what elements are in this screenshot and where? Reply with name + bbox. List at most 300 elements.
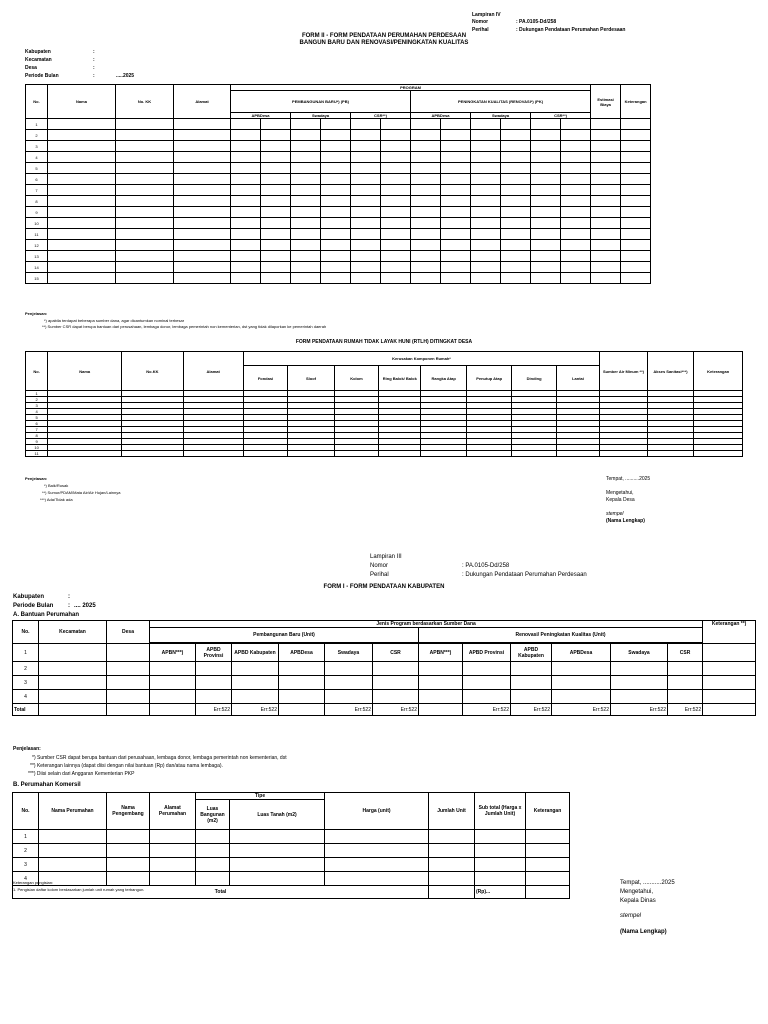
cell	[291, 196, 321, 207]
sub-swadaya: Swadaya	[471, 113, 531, 119]
cell	[441, 218, 471, 229]
cell	[325, 872, 429, 886]
form2-notes-head: Penjelasan:	[25, 311, 48, 316]
cell	[232, 690, 279, 704]
cell	[475, 872, 526, 886]
cell	[196, 676, 232, 690]
cell	[325, 858, 429, 872]
cell	[441, 229, 471, 240]
sign-ack: Mengetahui,	[606, 490, 634, 496]
cell	[351, 152, 381, 163]
cell	[591, 218, 621, 229]
cell	[261, 240, 291, 251]
cell	[261, 251, 291, 262]
table-row	[26, 130, 651, 141]
row-no: 4	[13, 690, 39, 704]
row-no: 11	[26, 451, 48, 457]
cell	[419, 676, 463, 690]
sub-csr: CSR**)	[531, 113, 591, 119]
cell	[501, 251, 531, 262]
cell	[441, 185, 471, 196]
cell	[351, 229, 381, 240]
cell	[531, 229, 561, 240]
cell	[174, 251, 231, 262]
cell	[531, 141, 561, 152]
cell	[261, 141, 291, 152]
cell	[291, 240, 321, 251]
cell	[351, 185, 381, 196]
col-keterangan: Keterangan **)	[703, 621, 756, 644]
cell	[561, 130, 591, 141]
sub-swadaya: Swadaya	[291, 113, 351, 119]
cell	[419, 704, 463, 716]
cell	[48, 229, 116, 240]
cell	[351, 196, 381, 207]
field-colon: :	[68, 594, 70, 600]
cell	[411, 174, 441, 185]
cell	[556, 451, 599, 457]
cell	[501, 130, 531, 141]
cell	[291, 251, 321, 262]
cell	[531, 262, 561, 273]
cell	[174, 163, 231, 174]
cell	[441, 119, 471, 130]
row-no: 5	[26, 415, 48, 421]
table-row	[26, 185, 651, 196]
cell	[561, 174, 591, 185]
cell	[471, 130, 501, 141]
nomor-label: Nomor	[370, 563, 389, 569]
cell	[243, 451, 287, 457]
sign-role: Kepala Desa	[606, 497, 635, 503]
field-periode-value: .....2025	[116, 73, 135, 79]
col-jenis-program: Jenis Program berdasarkan Sumber Dana	[150, 621, 703, 628]
col-kecamatan: Kecamatan	[39, 621, 107, 644]
cell	[501, 207, 531, 218]
cell	[668, 690, 703, 704]
cell	[531, 218, 561, 229]
cell	[39, 830, 107, 844]
cell	[261, 207, 291, 218]
cell	[501, 240, 531, 251]
form1-notes-a-head: Penjelasan:	[13, 746, 41, 752]
cell	[561, 152, 591, 163]
row-no: 3	[26, 141, 48, 152]
cell	[48, 240, 116, 251]
cell	[48, 130, 116, 141]
cell	[232, 662, 279, 676]
cell	[621, 163, 651, 174]
cell	[291, 218, 321, 229]
col-nama: Nama	[48, 85, 116, 119]
cell	[411, 240, 441, 251]
cell	[279, 676, 325, 690]
row-no: 2	[26, 130, 48, 141]
cell	[511, 662, 552, 676]
table-row	[26, 273, 651, 284]
cell	[552, 676, 611, 690]
cell	[279, 690, 325, 704]
cell	[561, 196, 591, 207]
cell	[471, 207, 501, 218]
cell	[150, 844, 196, 858]
cell	[471, 174, 501, 185]
cell	[39, 662, 107, 676]
cell	[373, 690, 419, 704]
cell	[261, 185, 291, 196]
rtlh-note-line: ***) Ada/Tidak ada	[40, 497, 73, 502]
cell	[703, 644, 756, 662]
cell	[116, 185, 174, 196]
cell	[647, 451, 694, 457]
cell	[600, 451, 648, 457]
cell	[321, 196, 351, 207]
cell	[291, 163, 321, 174]
cell	[174, 240, 231, 251]
cell	[531, 174, 561, 185]
komp-fondasi: Fondasi	[243, 366, 287, 391]
cell	[48, 185, 116, 196]
cell	[48, 218, 116, 229]
cell	[230, 858, 325, 872]
cell	[381, 163, 411, 174]
cell	[48, 141, 116, 152]
section-b-title: B. Perumahan Komersil	[13, 782, 81, 788]
cell	[174, 185, 231, 196]
row-no: 1	[13, 644, 39, 662]
cell	[591, 119, 621, 130]
cell	[381, 185, 411, 196]
cell	[116, 174, 174, 185]
cell	[174, 152, 231, 163]
row-no: 6	[26, 174, 48, 185]
cell	[411, 273, 441, 284]
cell	[471, 163, 501, 174]
cell	[174, 130, 231, 141]
cell	[39, 858, 107, 872]
row-no: 2	[26, 397, 48, 403]
cell	[150, 690, 196, 704]
cell	[231, 240, 261, 251]
komp-ring-balok: Ring Balok/ Balok	[379, 366, 421, 391]
row-no: 8	[26, 433, 48, 439]
sign-name: (Nama Lengkap)	[606, 518, 645, 524]
cell	[511, 676, 552, 690]
cell	[411, 152, 441, 163]
cell	[621, 141, 651, 152]
cell	[411, 119, 441, 130]
cell	[381, 218, 411, 229]
table-row	[26, 240, 651, 251]
col-nokk: No. KK	[116, 85, 174, 119]
table-row	[26, 218, 651, 229]
cell	[196, 690, 232, 704]
cell	[232, 676, 279, 690]
cell	[611, 662, 668, 676]
cell	[196, 858, 230, 872]
total-label: Total	[13, 886, 429, 899]
col-subtotal: Sub total (Harga x Jumlah Unit)	[475, 793, 526, 830]
rtlh-note-line: **) Sumur/PDAM/Mata Air/Air Hujan/Lainnya	[42, 490, 121, 495]
cell	[116, 273, 174, 284]
row-no: 10	[26, 218, 48, 229]
col-no: No.	[26, 85, 48, 119]
col-luas-bangunan: Luas Bangunan (m2)	[196, 800, 230, 830]
cell	[466, 451, 511, 457]
cell	[261, 229, 291, 240]
col-desa: Desa	[107, 621, 150, 644]
sub-apbdesa: APBDesa	[231, 113, 291, 119]
cell	[381, 141, 411, 152]
row-no: 2	[13, 662, 39, 676]
cell	[621, 207, 651, 218]
col-estimasi: Estimasi Biaya	[591, 85, 621, 119]
cell	[321, 262, 351, 273]
field-periode-label: Periode Bulan	[13, 603, 54, 609]
cell	[231, 185, 261, 196]
cell	[107, 676, 150, 690]
col-no: No.	[26, 352, 48, 391]
cell	[591, 207, 621, 218]
cell	[174, 262, 231, 273]
cell	[351, 240, 381, 251]
cell	[261, 130, 291, 141]
cell	[621, 240, 651, 251]
cell	[531, 196, 561, 207]
cell	[116, 152, 174, 163]
field-periode-value: .... 2025	[74, 603, 96, 609]
cell	[561, 185, 591, 196]
cell	[471, 262, 501, 273]
cell	[561, 218, 591, 229]
cell	[501, 218, 531, 229]
total-cell: Err:522	[463, 704, 511, 716]
sign-stamp: stempel	[606, 511, 624, 517]
form2-title-1: FORM II - FORM PENDATAAN PERUMAHAN PERDESAAN	[301, 33, 467, 39]
cell	[334, 451, 378, 457]
cell	[174, 207, 231, 218]
cell	[381, 130, 411, 141]
row-no: 9	[26, 439, 48, 445]
cell	[621, 251, 651, 262]
col-no: No.	[13, 621, 39, 644]
cell	[39, 644, 107, 662]
cell	[463, 690, 511, 704]
cell	[441, 273, 471, 284]
sub-apbdesa: APBDesa	[552, 644, 611, 662]
cell	[381, 196, 411, 207]
field-periode-label: Periode Bulan	[25, 73, 59, 79]
total-cell: Err:522	[611, 704, 668, 716]
cell	[351, 262, 381, 273]
table-row	[13, 676, 756, 690]
total-cell: Err:522	[668, 704, 703, 716]
cell	[552, 690, 611, 704]
col-sanitasi: Akses Sanitasi***)	[647, 352, 694, 391]
cell	[291, 119, 321, 130]
cell	[471, 229, 501, 240]
col-jumlah-unit: Jumlah Unit	[429, 793, 475, 830]
cell	[321, 207, 351, 218]
cell	[512, 451, 556, 457]
cell	[291, 174, 321, 185]
cell	[261, 174, 291, 185]
total-cell: Err:522	[196, 704, 232, 716]
cell	[325, 830, 429, 844]
cell	[107, 858, 150, 872]
cell	[471, 141, 501, 152]
sign-role: Kepala Dinas	[620, 898, 656, 904]
cell	[48, 273, 116, 284]
cell	[116, 218, 174, 229]
cell	[231, 229, 261, 240]
cell	[471, 218, 501, 229]
cell	[501, 229, 531, 240]
cell	[174, 273, 231, 284]
cell	[107, 830, 150, 844]
cell	[475, 858, 526, 872]
cell	[321, 240, 351, 251]
cell	[116, 229, 174, 240]
komp-rangka-atap: Rangka Atap	[421, 366, 466, 391]
sign-stamp: stempel	[620, 913, 642, 919]
cell	[411, 196, 441, 207]
cell	[703, 676, 756, 690]
cell	[196, 872, 230, 886]
col-alamat: Alamat	[174, 85, 231, 119]
cell	[694, 451, 743, 457]
col-keterangan: Keterangan	[621, 85, 651, 119]
cell	[107, 844, 150, 858]
cell	[231, 152, 261, 163]
cell	[441, 174, 471, 185]
cell	[116, 130, 174, 141]
cell	[591, 185, 621, 196]
cell	[291, 262, 321, 273]
cell	[351, 141, 381, 152]
sub-apbd-provinsi: APBD Provinsi	[463, 644, 511, 662]
cell	[703, 690, 756, 704]
cell	[561, 141, 591, 152]
row-no: 1	[26, 119, 48, 130]
cell	[475, 830, 526, 844]
row-no: 4	[26, 152, 48, 163]
cell	[381, 273, 411, 284]
cell	[429, 886, 475, 899]
komp-penutup-atap: Penutup Atap	[466, 366, 511, 391]
row-no: 7	[26, 185, 48, 196]
cell	[116, 207, 174, 218]
form1-note-a-line: ***) Diisi selain dari Anggaran Kementerian PKP	[28, 771, 135, 777]
cell	[411, 218, 441, 229]
komp-dinding: Dinding	[512, 366, 556, 391]
col-renovasi: Renovasi/ Peningkatan Kualitas (Unit)	[419, 628, 703, 643]
cell	[471, 251, 501, 262]
table-row	[26, 141, 651, 152]
cell	[291, 207, 321, 218]
form1-title: FORM I - FORM PENDATAAN KABUPATEN	[323, 584, 445, 590]
cell	[463, 676, 511, 690]
cell	[531, 152, 561, 163]
col-luas-tanah: Luas Tanah (m2)	[230, 800, 325, 830]
cell	[321, 141, 351, 152]
cell	[321, 273, 351, 284]
cell	[39, 676, 107, 690]
field-colon: :	[68, 603, 70, 609]
cell	[611, 676, 668, 690]
sub-swadaya: Swadaya	[325, 644, 373, 662]
field-desa-label: Desa	[25, 65, 37, 71]
komp-kolom: Kolom	[334, 366, 378, 391]
cell	[411, 141, 441, 152]
cell	[325, 662, 373, 676]
cell	[230, 872, 325, 886]
rtlh-title: FORM PENDATAAN RUMAH TIDAK LAYAK HUNI (RTLH) DITINGKAT DESA	[295, 339, 473, 345]
row-no: 10	[26, 445, 48, 451]
cell	[116, 262, 174, 273]
cell	[591, 273, 621, 284]
form1-note-b-line: 1. Pengisian daftar kolom berdasarkan jumlah unit rumah yang terbangun.	[13, 887, 145, 892]
cell	[441, 152, 471, 163]
field-kecamatan-label: Kecamatan	[25, 57, 52, 63]
cell	[561, 251, 591, 262]
row-no: 11	[26, 229, 48, 240]
section-a-title: A. Bantuan Perumahan	[13, 612, 80, 618]
cell	[291, 141, 321, 152]
cell	[591, 251, 621, 262]
form2-note-line: *) apabila terdapat beberapa sumber dana, agar dicantumkan nominal terbesar	[44, 318, 185, 323]
row-no: 4	[26, 409, 48, 415]
table-row	[13, 858, 570, 872]
row-no: 6	[26, 421, 48, 427]
cell	[381, 262, 411, 273]
cell	[621, 262, 651, 273]
cell	[174, 141, 231, 152]
cell	[621, 273, 651, 284]
cell	[552, 662, 611, 676]
col-pembangunan-baru: Pembangunan Baru (Unit)	[150, 628, 419, 643]
cell	[471, 196, 501, 207]
cell	[475, 844, 526, 858]
cell	[321, 119, 351, 130]
cell	[441, 196, 471, 207]
cell	[261, 218, 291, 229]
cell	[561, 163, 591, 174]
table-row	[26, 196, 651, 207]
cell	[279, 704, 325, 716]
cell	[231, 262, 261, 273]
cell	[511, 690, 552, 704]
sub-apbdesa: APBDesa	[411, 113, 471, 119]
cell	[561, 229, 591, 240]
cell	[561, 207, 591, 218]
cell	[321, 218, 351, 229]
komp-sloof: Sloof	[288, 366, 335, 391]
cell	[411, 207, 441, 218]
table-row	[26, 451, 743, 457]
table-row	[26, 262, 651, 273]
cell	[183, 451, 243, 457]
col-program: PROGRAM	[231, 85, 591, 91]
col-tipe: Tipe	[196, 793, 325, 800]
table-row	[13, 844, 570, 858]
table-row	[13, 690, 756, 704]
col-keterangan: Keterangan	[526, 793, 570, 830]
cell	[591, 163, 621, 174]
cell	[231, 218, 261, 229]
field-kabupaten-label: Kabupaten	[25, 49, 51, 55]
cell	[351, 130, 381, 141]
